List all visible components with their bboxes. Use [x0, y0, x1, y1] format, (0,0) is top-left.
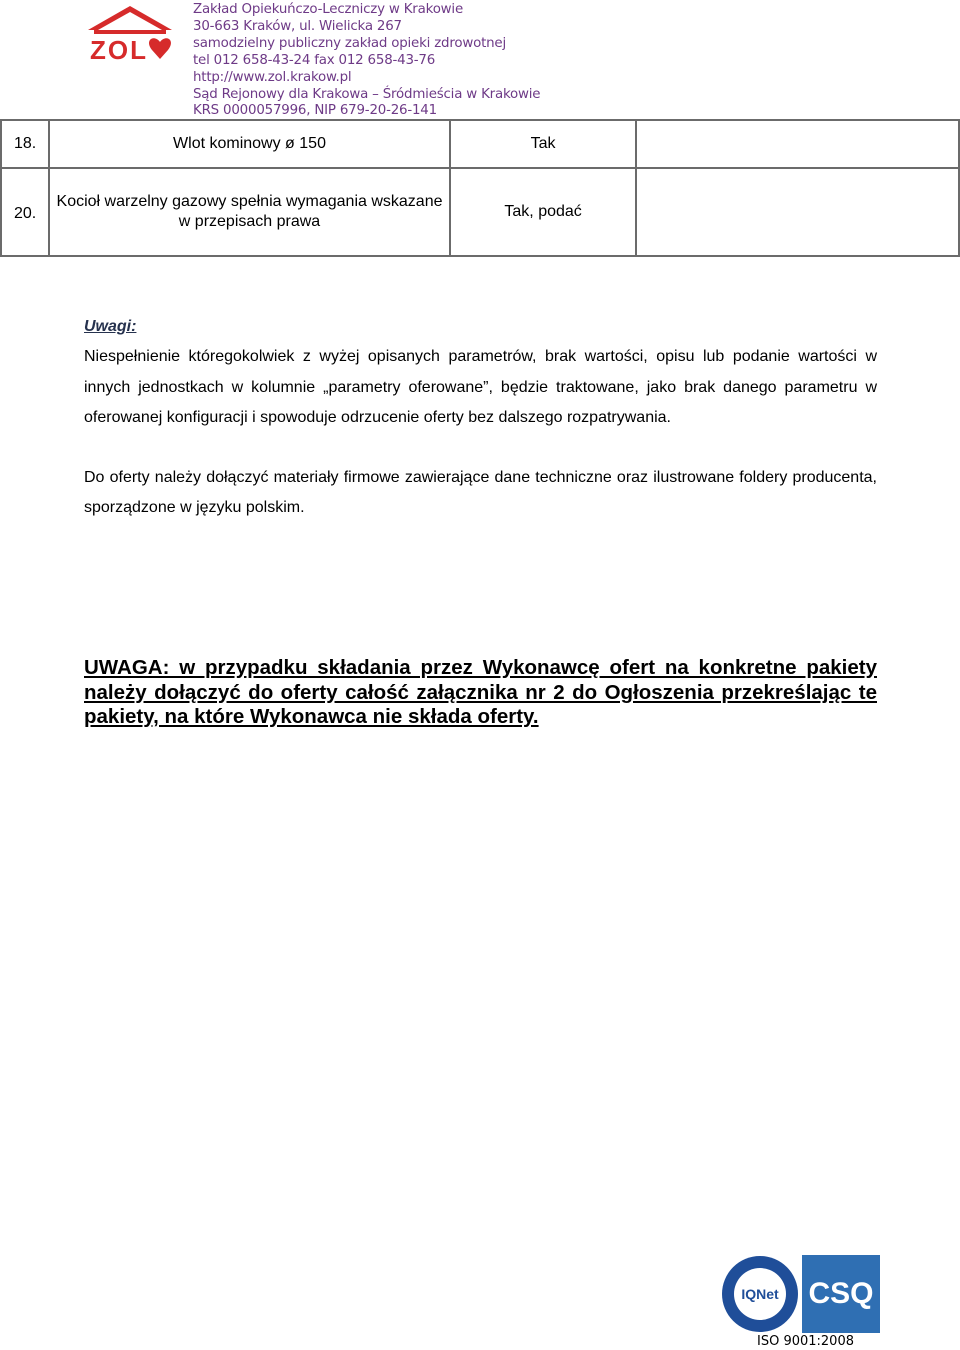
notes-paragraph-1: Niespełnienie któregokolwiek z wyżej opisanych parametrów, brak wartości, opisu lub podanie wartości w innych jednostkach w kolumnie „parametry oferowane”, będzie traktowane, jako brak danego parametru w oferowanej konfiguracji i spowoduje odrzucenie oferty bez dalszego rozpatrywania. — [84, 348, 877, 426]
row-number: 18. — [1, 120, 49, 168]
iso-label: ISO 9001:2008 — [757, 1334, 854, 1349]
institution-address: 30-663 Kraków, ul. Wielicka 267 — [193, 18, 402, 34]
row-description: Kocioł warzelny gazowy spełnia wymagania wskazane w przepisach prawa — [49, 168, 450, 256]
row-required: Tak — [450, 120, 636, 168]
institution-website[interactable]: http://www.zol.krakow.pl — [193, 69, 352, 85]
row-required: Tak, podać — [450, 168, 636, 256]
notes-paragraph-2: Do oferty należy dołączyć materiały firmowe zawierające dane techniczne oraz ilustrowane foldery producenta, sporządzone w języku polskim. — [84, 468, 877, 516]
row-offered-cell[interactable] — [636, 120, 959, 168]
institution-phone: tel 012 658-43-24 fax 012 658-43-76 — [193, 52, 436, 68]
logo-text: ZOL — [90, 35, 148, 64]
row-description: Wlot kominowy ø 150 — [49, 120, 450, 168]
zol-logo — [80, 4, 180, 64]
row-offered-cell[interactable] — [636, 168, 959, 256]
csq-text: CSQ — [808, 1277, 874, 1310]
csq-badge-icon — [802, 1255, 880, 1333]
institution-type: samodzielny publiczny zakład opieki zdrowotnej — [193, 35, 506, 51]
institution-registry: KRS 0000057996, NIP 679-20-26-141 — [193, 103, 437, 119]
warning-text: UWAGA: w przypadku składania przez Wykonawcę ofert na konkretne pakiety należy dołączyć do oferty całość załącznika nr 2 do Ogłoszenia przekreślając te pakiety, na które Wykonawca nie składa oferty. — [84, 656, 877, 728]
institution-court: Sąd Rejonowy dla Krakowa – Śródmieścia w Krakowie — [193, 86, 541, 102]
table-row — [1, 120, 959, 168]
institution-name: Zakład Opiekuńczo-Leczniczy w Krakowie — [193, 2, 463, 17]
certification-logos — [722, 1253, 882, 1335]
iqnet-text: IQNet — [741, 1286, 779, 1302]
row-number: 20. — [1, 168, 49, 256]
institution-header — [193, 2, 540, 120]
notes-title: Uwagi: — [84, 318, 137, 335]
notes-section — [84, 318, 877, 524]
iqnet-badge-icon — [722, 1256, 798, 1332]
table-row — [1, 168, 959, 256]
parameters-table — [0, 119, 960, 257]
